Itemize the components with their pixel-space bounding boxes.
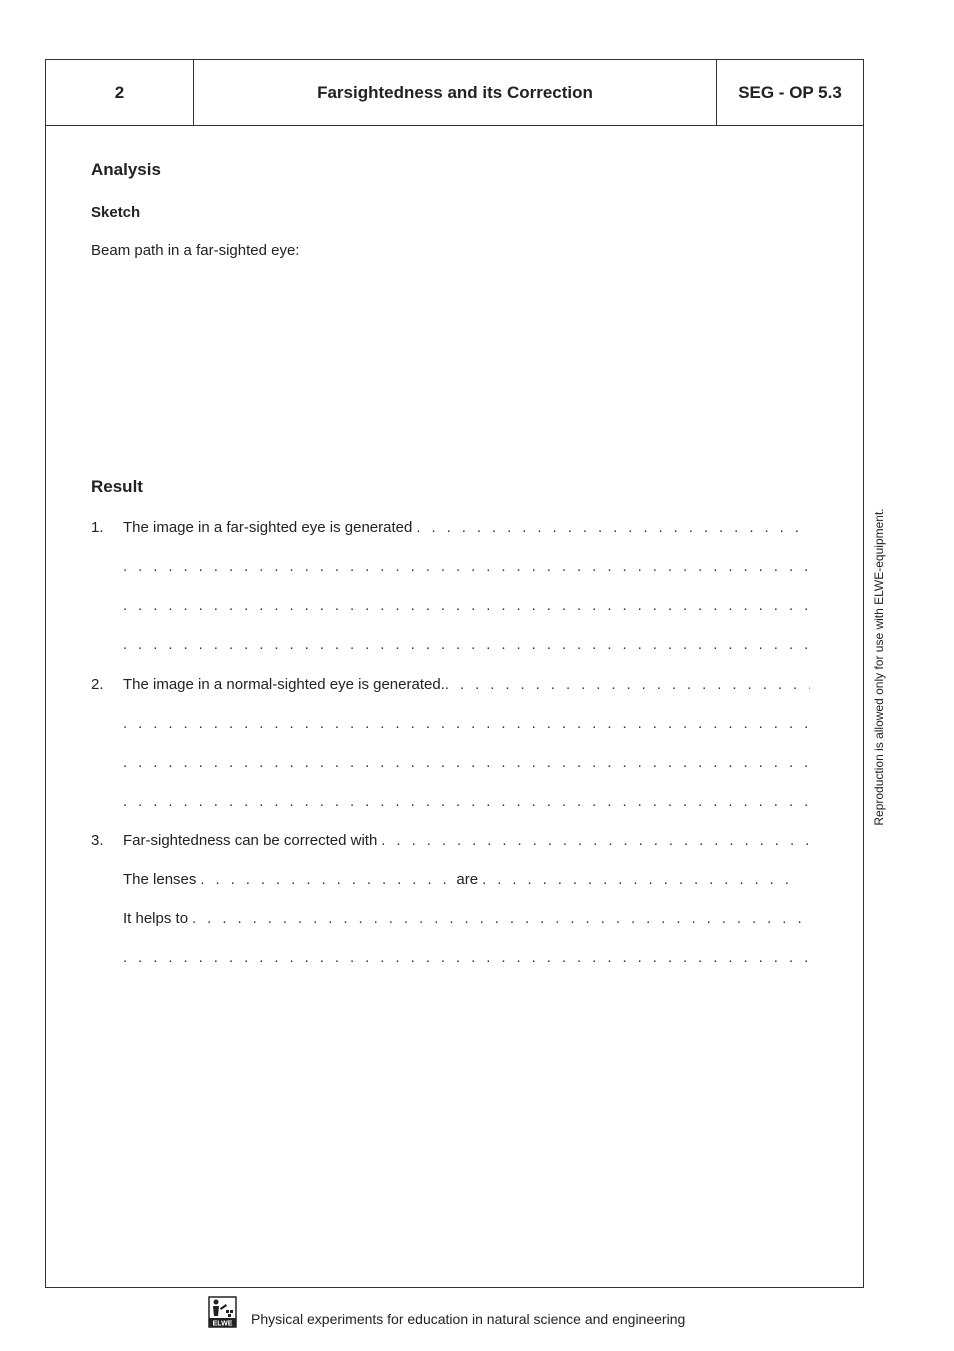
answer-line[interactable]: [91, 519, 810, 539]
item-number: 2.: [91, 676, 104, 693]
dotted-fill: [123, 715, 810, 732]
dotted-fill: [123, 558, 810, 575]
answer-line[interactable]: [91, 715, 810, 735]
answer-line[interactable]: [91, 636, 810, 656]
worksheet-frame: [45, 59, 864, 1288]
dotted-fill: [123, 793, 810, 810]
dotted-fill: [123, 949, 810, 966]
helps-label: It helps to: [123, 910, 189, 927]
sketch-heading: Sketch: [91, 204, 141, 221]
logo-text: ELWE: [212, 1320, 233, 1328]
answer-line[interactable]: [91, 676, 810, 696]
item-number: 1.: [91, 519, 104, 536]
header-table: [46, 60, 863, 126]
dotted-fill: [200, 871, 454, 888]
answer-line[interactable]: [91, 754, 810, 774]
dotted-fill: [123, 754, 810, 771]
footer-text: Physical experiments for education in natural science and engineering: [251, 1311, 686, 1327]
are-label: are: [456, 871, 479, 888]
answer-line[interactable]: [91, 793, 810, 813]
lenses-label: The lenses: [123, 871, 197, 888]
item-text: Far-sightedness can be corrected with: [123, 832, 378, 849]
dotted-fill: [381, 832, 810, 849]
dotted-fill: [445, 676, 810, 693]
answer-line[interactable]: [91, 910, 810, 930]
dotted-fill: [123, 597, 810, 614]
reproduction-notice: Reproduction is allowed only for use with ELWE-equipment.: [872, 508, 886, 826]
footer: [208, 1296, 685, 1328]
analysis-heading: Analysis: [91, 160, 161, 179]
result-heading: Result: [91, 477, 143, 496]
answer-line[interactable]: [91, 558, 810, 578]
sketch-caption: Beam path in a far-sighted eye:: [91, 242, 300, 259]
item-number: 3.: [91, 832, 104, 849]
page-number: 2: [46, 60, 194, 125]
answer-line[interactable]: [91, 949, 810, 969]
answer-line[interactable]: [91, 832, 810, 852]
dotted-fill: [192, 910, 810, 927]
dotted-fill: [123, 636, 810, 653]
dotted-fill: [416, 519, 810, 536]
answer-line[interactable]: [91, 597, 810, 617]
item-text: The image in a normal-sighted eye is generated.: [123, 676, 445, 693]
document-code: SEG - OP 5.3: [738, 82, 842, 102]
answer-line[interactable]: [91, 871, 810, 891]
item-text: The image in a far-sighted eye is generated: [123, 519, 413, 536]
elwe-logo-icon: [208, 1296, 237, 1328]
page-title: Farsightedness and its Correction: [194, 60, 717, 125]
dotted-fill: [482, 871, 794, 888]
